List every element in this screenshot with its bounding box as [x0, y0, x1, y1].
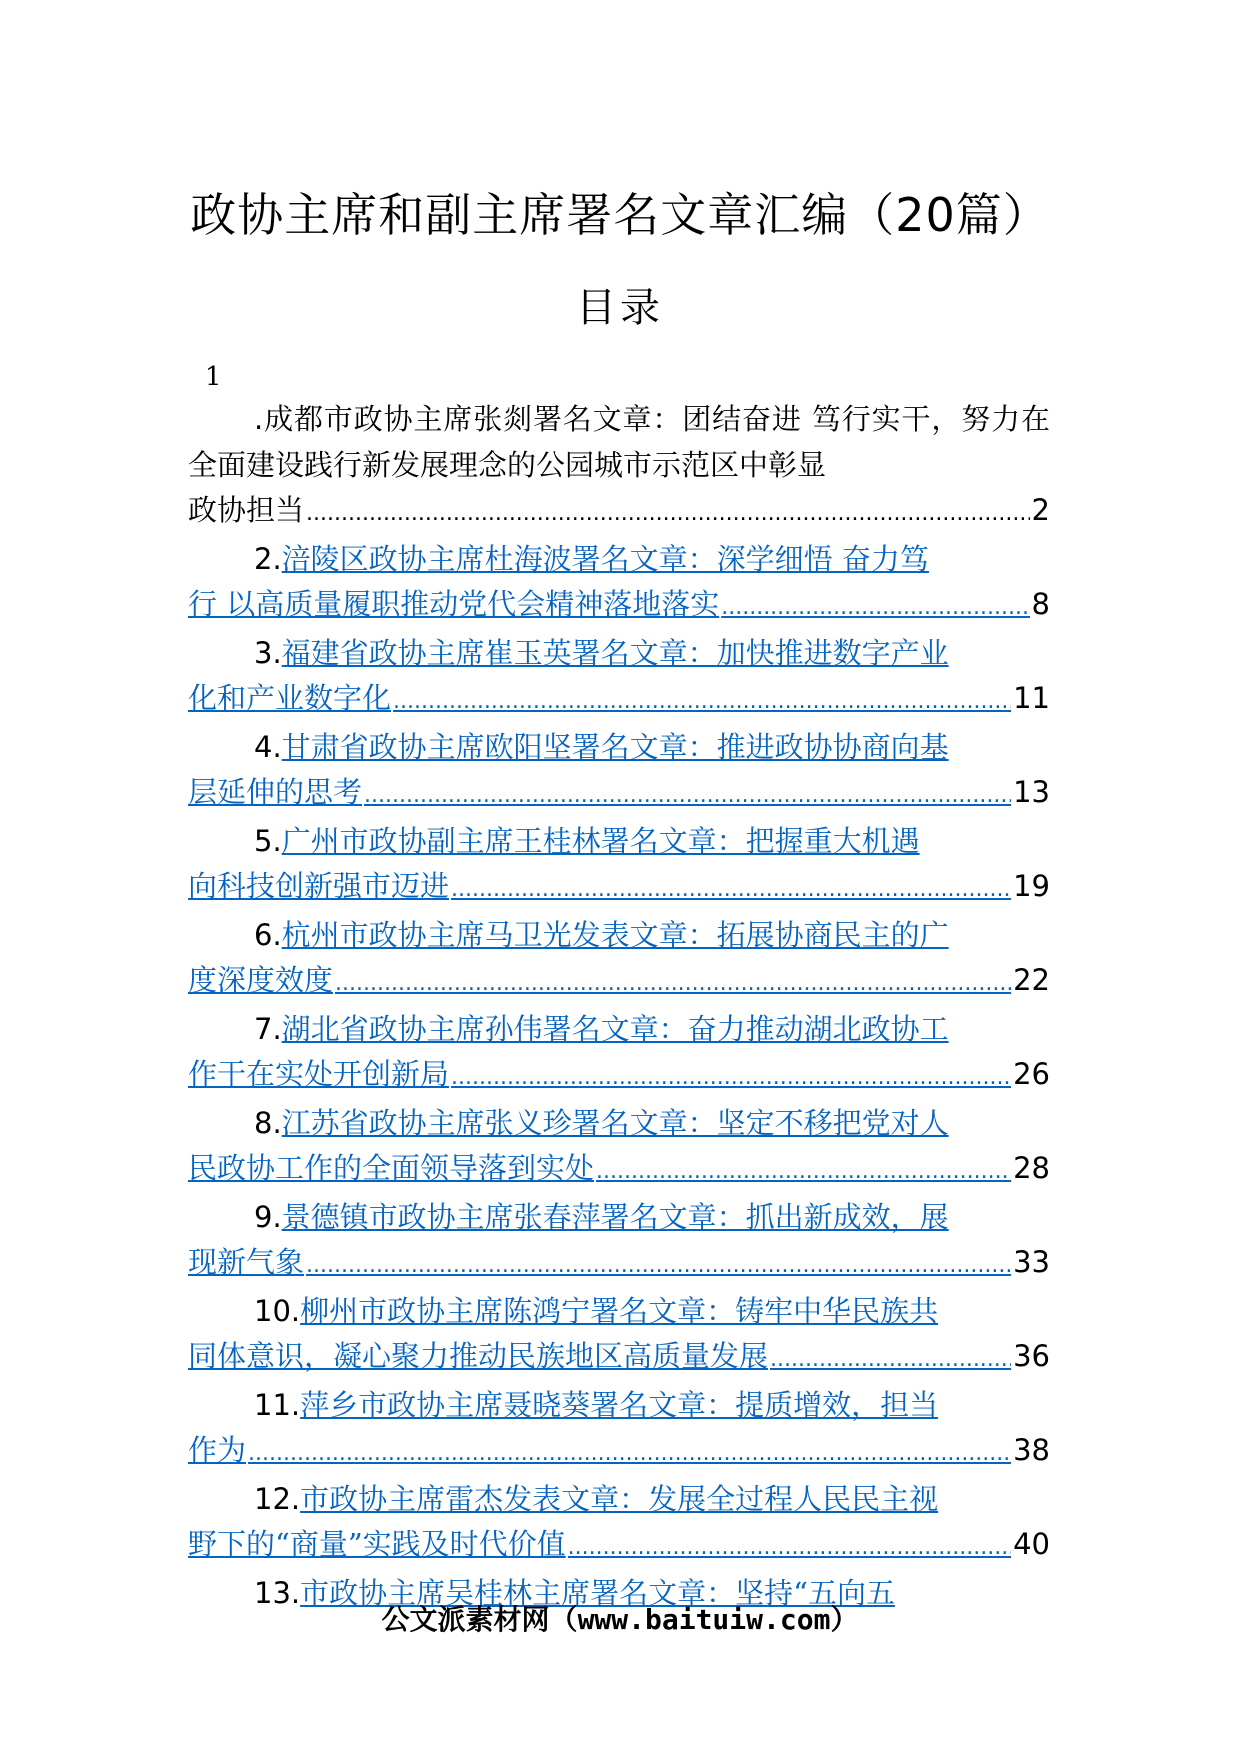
toc-entry-leader-line: [188, 582, 1050, 631]
toc-leader-dots: [306, 1243, 1011, 1289]
toc-entry-number: 5.: [254, 823, 282, 858]
toc-entry-leader-line: [188, 770, 1050, 819]
toc-entry-link[interactable]: 景德镇市政协主席张春萍署名文章：抓出新成效，展: [281, 1199, 949, 1234]
toc-entry-link-tail[interactable]: 现新气象: [188, 1245, 305, 1279]
toc-entry-2[interactable]: [188, 537, 1050, 631]
toc-page-number[interactable]: 8: [1031, 587, 1050, 621]
toc-entry-1[interactable]: [188, 397, 1050, 537]
toc-entry-number: 3.: [254, 635, 282, 670]
toc-entry-title-tail[interactable]: 政协担当: [188, 493, 305, 527]
toc-entry-link[interactable]: 市政协主席雷杰发表文章：发展全过程人民民主视: [300, 1481, 939, 1516]
toc-entry-leader-line: [188, 1334, 1050, 1383]
toc-entry-leader-line: [188, 864, 1050, 913]
toc-entry-leader-line: [188, 1428, 1050, 1477]
toc-entry-7[interactable]: [188, 1007, 1050, 1101]
toc-entry-11[interactable]: [188, 1383, 1050, 1477]
toc-entry-leader-line: [188, 1240, 1050, 1289]
toc-leader-dots: [451, 867, 1011, 913]
toc-leader-dots: [596, 1149, 1011, 1195]
toc-entry-6[interactable]: [188, 913, 1050, 1007]
toc-entry-number: 4.: [254, 729, 282, 764]
toc-entry-link[interactable]: 湖北省政协主席孙伟署名文章：奋力推动湖北政协工: [281, 1011, 949, 1046]
toc-entry-link[interactable]: 涪陵区政协主席杜海波署名文章：深学细悟 奋力笃: [281, 541, 929, 576]
toc-entry-link-tail[interactable]: 行 以高质量履职推动党代会精神落地落实: [188, 587, 720, 621]
toc-entry-4[interactable]: [188, 725, 1050, 819]
toc-page-number[interactable]: 11: [1013, 681, 1050, 715]
toc-leader-dots: [770, 1337, 1011, 1383]
footer-site-name: 公文派素材网（: [381, 1603, 578, 1636]
toc-leader-dots: [568, 1525, 1011, 1571]
footer-watermark: [0, 1600, 1240, 1640]
toc-leader-dots: [306, 491, 1030, 537]
toc-entry-link[interactable]: 萍乡市政协主席聂晓葵署名文章：提质增效，担当: [300, 1387, 939, 1422]
toc-entry-5[interactable]: [188, 819, 1050, 913]
toc-page-number[interactable]: 26: [1013, 1057, 1050, 1091]
toc-heading: 目录: [576, 285, 664, 331]
toc-leader-dots: [248, 1431, 1011, 1477]
toc-entry-number: .: [254, 402, 264, 436]
toc-page-number[interactable]: 22: [1013, 963, 1050, 997]
toc-entry-link[interactable]: 甘肃省政协主席欧阳坚署名文章：推进政协协商向基: [281, 729, 949, 764]
toc-entry-link-tail[interactable]: 作为: [188, 1433, 247, 1467]
toc-entry-number: 8.: [254, 1105, 282, 1140]
toc-entry-9[interactable]: [188, 1195, 1050, 1289]
toc-entry-link-tail[interactable]: 层延伸的思考: [188, 775, 363, 809]
toc-entry-number: 13.: [254, 1575, 301, 1610]
toc-leader-dots: [451, 1055, 1011, 1101]
table-of-contents: [188, 397, 1050, 1616]
toc-entry-title[interactable]: 成都市政协主席张剡署名文章：团结奋进 笃行实干，努力在全面建设践行新发展理念的公园城市示范区中彰显: [188, 402, 1050, 482]
toc-leader-dots: [364, 773, 1011, 819]
toc-entry-number: 12.: [254, 1481, 301, 1516]
toc-leader-dots: [335, 961, 1011, 1007]
toc-entry-link-tail[interactable]: 同体意识，凝心聚力推动民族地区高质量发展: [188, 1339, 769, 1373]
footer-url[interactable]: www.baituiw.com: [577, 1603, 831, 1636]
toc-entry-number: 6.: [254, 917, 282, 952]
toc-page-number[interactable]: 2: [1031, 493, 1050, 527]
toc-page-number[interactable]: 38: [1013, 1433, 1050, 1467]
toc-entry-link-tail[interactable]: 向科技创新强市迈进: [188, 869, 450, 903]
toc-entry-link[interactable]: 广州市政协副主席王桂林署名文章：把握重大机遇: [281, 823, 920, 858]
toc-entry-10[interactable]: [188, 1289, 1050, 1383]
toc-leader-dots: [393, 679, 1011, 725]
toc-entry-link[interactable]: 杭州市政协主席马卫光发表文章：拓展协商民主的广: [281, 917, 949, 952]
toc-entry-8[interactable]: [188, 1101, 1050, 1195]
toc-entry-leader-line: [188, 488, 1050, 537]
toc-page-number[interactable]: 33: [1013, 1245, 1050, 1279]
stray-page-number: 1: [205, 362, 222, 392]
toc-entry-link[interactable]: 福建省政协主席崔玉英署名文章：加快推进数字产业: [281, 635, 949, 670]
toc-leader-dots: [721, 585, 1029, 631]
toc-entry-number: 9.: [254, 1199, 282, 1234]
toc-entry-link-tail[interactable]: 作干在实处开创新局: [188, 1057, 450, 1091]
toc-entry-link[interactable]: 江苏省政协主席张义珍署名文章：坚定不移把党对人: [281, 1105, 949, 1140]
toc-entry-leader-line: [188, 1522, 1050, 1571]
toc-entry-leader-line: [188, 958, 1050, 1007]
toc-page-number[interactable]: 40: [1013, 1527, 1050, 1561]
toc-entry-link-tail[interactable]: 化和产业数字化: [188, 681, 392, 715]
toc-entry-link[interactable]: 柳州市政协主席陈鸿宁署名文章：铸牢中华民族共: [300, 1293, 939, 1328]
toc-entry-leader-line: [188, 1146, 1050, 1195]
toc-entry-link[interactable]: 市政协主席吴桂林主席署名文章：坚持“五向五: [300, 1575, 895, 1610]
document-title: 政协主席和副主席署名文章汇编（20篇）: [190, 188, 1050, 242]
toc-entry-leader-line: [188, 676, 1050, 725]
toc-entry-number: 7.: [254, 1011, 282, 1046]
toc-page-number[interactable]: 19: [1013, 869, 1050, 903]
toc-entry-number: 11.: [254, 1387, 301, 1422]
toc-entry-link-tail[interactable]: 野下的“商量”实践及时代价值: [188, 1527, 566, 1561]
toc-entry-link-tail[interactable]: 度深度效度: [188, 963, 334, 997]
toc-entry-12[interactable]: [188, 1477, 1050, 1571]
toc-page-number[interactable]: 28: [1013, 1151, 1050, 1185]
toc-entry-3[interactable]: [188, 631, 1050, 725]
footer-close-paren: ）: [830, 1603, 859, 1636]
toc-entry-leader-line: [188, 1052, 1050, 1101]
toc-entry-number: 10.: [254, 1293, 301, 1328]
toc-page-number[interactable]: 36: [1013, 1339, 1050, 1373]
toc-entry-link-tail[interactable]: 民政协工作的全面领导落到实处: [188, 1151, 595, 1185]
toc-entry-number: 2.: [254, 541, 282, 576]
toc-page-number[interactable]: 13: [1013, 775, 1050, 809]
